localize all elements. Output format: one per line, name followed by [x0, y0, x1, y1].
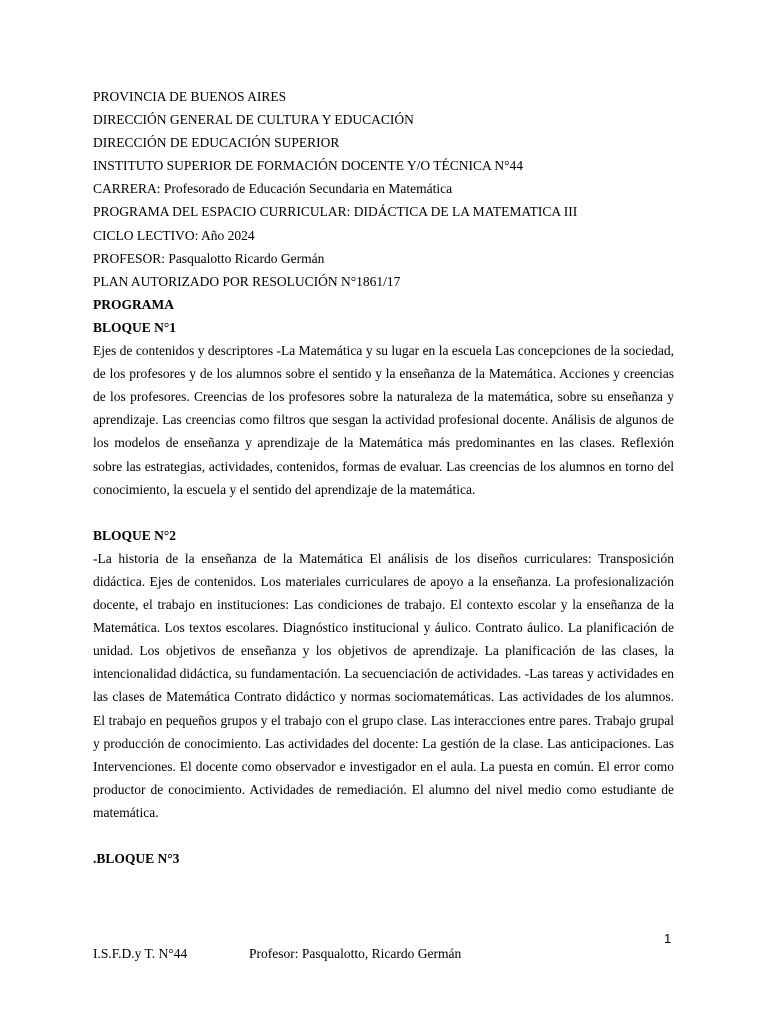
- header-province: PROVINCIA DE BUENOS AIRES: [93, 89, 287, 104]
- block-2-title: BLOQUE N°2: [93, 527, 177, 543]
- page-number: 1: [664, 931, 672, 946]
- header-plan: PLAN AUTORIZADO POR RESOLUCIÓN N°1861/17: [93, 273, 401, 289]
- footer-institute: I.S.F.D.y T. N°44: [93, 946, 188, 961]
- block-3-title: .BLOQUE N°3: [93, 851, 180, 867]
- header-school-year: CICLO LECTIVO: Año 2024: [93, 227, 255, 243]
- program-title: PROGRAMA: [93, 296, 174, 312]
- footer-professor: Profesor: Pasqualotto, Ricardo Germán: [249, 946, 462, 961]
- header-program-space: PROGRAMA DEL ESPACIO CURRICULAR: DIDÁCTICA DE LA MATEMATICA III: [93, 204, 578, 220]
- spacer: [93, 824, 674, 847]
- block-1-text: Ejes de contenidos y descriptores -La Matemática y su lugar en la escuela Las concepciones de la sociedad, de los profesores y de los alumnos sobre el sentido y la enseñanza de la Matemática. Acciones y creencias de los profesores. Creencias de los profesores sobre la naturaleza de la matemática, sobre su enseñanza y aprendizaje. Las creencias como filtros que sesgan la actividad profesional docente. Análisis de algunos de los modelos de enseñanza y aprendizaje de la Matemática más predominantes en las clases. Reflexión sobre las estrategias, actividades, contenidos, formas de evaluar. Las creencias de los alumnos en torno del conocimiento, la escuela y el sentido del aprendizaje de la matemática.: [93, 343, 674, 497]
- header-professor: PROFESOR: Pasqualotto Ricardo Germán: [93, 250, 325, 266]
- block-2-text: -La historia de la enseñanza de la Matemática El análisis de los diseños curriculares: Transposición didáctica. Ejes de contenidos. Los materiales curriculares de apoyo a la enseñanza. La profesionalización docente, el trabajo en instituciones: Las condiciones de trabajo. El contexto escolar y la enseñanza de la Matemática. Los textos escolares. Diagnóstico institucional y áulico. Contrato áulico. La planificación de unidad. Los objetivos de enseñanza y los objetivos de aprendizaje. La planificación de las clases, la intencionalidad didáctica, su fundamentación. La secuenciación de actividades. -Las tareas y actividades en las clases de Matemática Contrato didáctico y normas sociomatemáticas. Las actividades de los alumnos. El trabajo en pequeños grupos y el trabajo con el grupo clase. Las interacciones entre pares. Trabajo grupal y producción de conocimiento. Las actividades del docente: La gestión de la clase. Las anticipaciones. Las Intervenciones. El docente como observador e investigador en el aula. La puesta en común. El error como productor de conocimiento. Actividades de remediación. El alumno del nivel medio como estudiante de matemática.: [93, 550, 674, 820]
- header-direction-general: DIRECCIÓN GENERAL DE CULTURA Y EDUCACIÓN: [93, 112, 414, 128]
- spacer: [93, 501, 674, 524]
- block-1-title: BLOQUE N°1: [93, 319, 177, 335]
- header-career: CARRERA: Profesorado de Educación Secundaria en Matemática: [93, 181, 453, 197]
- header-direction-superior: DIRECCIÓN DE EDUCACIÓN SUPERIOR: [93, 135, 340, 151]
- header-institute: INSTITUTO SUPERIOR DE FORMACIÓN DOCENTE Y/O TÉCNICA N°44: [93, 158, 524, 174]
- document-body: [93, 85, 674, 870]
